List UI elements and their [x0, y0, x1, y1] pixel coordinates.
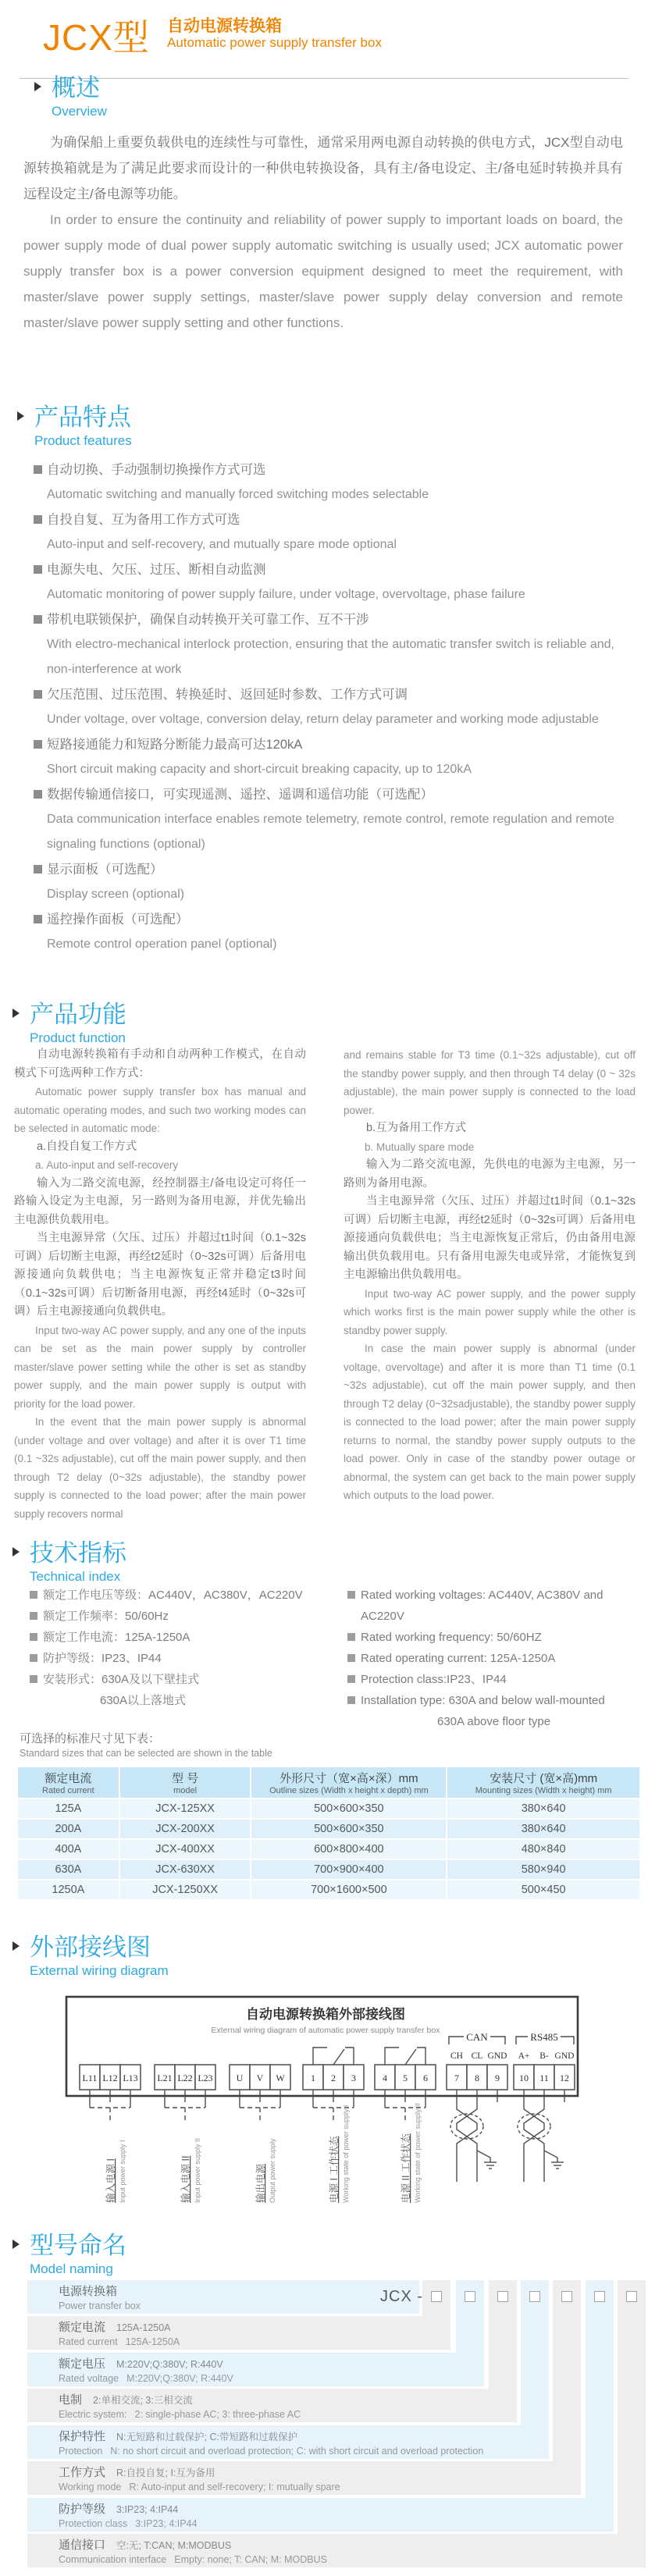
- overview-body: [23, 130, 623, 336]
- feature-zh: 显示面板（可选配）: [34, 857, 614, 882]
- function-paragraph: In case the main power supply is abnormal (under voltage, overvoltage) and after it is more than T1 time (0.1 ~32s adjustable), cut off the main power supply, and then through T2 delay (0~32sadjustable), the standby power supply is connected to the load power; after the main power supply returns to normal, the standby power supply outputs to the load power. Only in case of the standby power outage or abnormal, the system can get back to the main power supply which outputs to the load power.: [344, 1343, 636, 1501]
- technical-list-en: [347, 1585, 640, 1732]
- pin-label: B-: [539, 2051, 549, 2061]
- table-header: [447, 1767, 639, 1798]
- feature-item: [34, 557, 614, 607]
- function-paragraph: 自动电源转换箱有手动和自动两种工作模式，在自动模式下可选两种工作方式：: [14, 1048, 306, 1080]
- naming-label-en: Communication interface: [59, 2554, 167, 2565]
- feature-zh: 自投自复、互为备用工作方式可选: [34, 507, 614, 532]
- model-code-box: [497, 2291, 508, 2302]
- naming-label-zh: 电制: [59, 2393, 83, 2407]
- function-right-column: [344, 1046, 636, 1523]
- function-paragraph: and remains stable for T3 time (0.1~32s adjustable), cut off the standby power supply, and then through T4 delay (0 ~ 32s adjustable), the main power supply is connected to the load power.: [344, 1049, 636, 1116]
- cell: JCX-1250XX: [120, 1880, 251, 1899]
- naming-label-zh: 通信接口: [59, 2539, 106, 2552]
- terminal-label: 3: [351, 2073, 356, 2083]
- naming-row: [27, 2316, 450, 2350]
- feature-item: [34, 457, 614, 507]
- function-paragraph: a. Auto-input and self-recovery: [35, 1159, 179, 1171]
- terminal-label: 6: [423, 2073, 428, 2083]
- triangle-icon: [12, 1009, 20, 1018]
- feature-item: [34, 907, 614, 957]
- table-header-row: [18, 1767, 639, 1798]
- feature-zh: 欠压范围、过压范围、转换延时、返回延时参数、工作方式可调: [34, 682, 614, 707]
- naming-spec-zh: M:220V;Q:380V; R:440V: [116, 2359, 223, 2370]
- group-label-en: Output power supply: [269, 2138, 276, 2203]
- naming-row: [27, 2425, 549, 2459]
- terminal-label: L23: [198, 2073, 213, 2083]
- feature-zh: 数据传输通信接口，可实现遥测、遥控、遥调和遥信功能（可选配）: [34, 782, 614, 807]
- header-en: Rated current: [42, 1786, 94, 1795]
- wiring-diagram: [55, 1991, 586, 2217]
- header-divider: [20, 78, 628, 79]
- feature-item: [34, 857, 614, 907]
- naming-spec-en: 2: single-phase AC; 3: three-phase AC: [134, 2409, 301, 2420]
- group-label-en: Input power supply I: [119, 2140, 126, 2203]
- feature-list: [34, 457, 614, 957]
- naming-label-en: Electric system:: [59, 2409, 127, 2420]
- pin-label: CH: [450, 2051, 463, 2061]
- function-paragraph: 输入为二路交流电源，经控制器主/备电设定可将任一路输入设定为主电源，另一路则为备用电源，并优先输出主电源供负载用电。: [14, 1176, 306, 1226]
- terminal-label: 8: [475, 2073, 479, 2083]
- feature-item: [34, 507, 614, 557]
- table-row: [18, 1860, 639, 1879]
- section-wiring-header: [12, 1934, 169, 1979]
- naming-spec-en: 3:IP23; 4:IP44: [135, 2518, 198, 2529]
- section-title-zh: 产品特点: [34, 404, 131, 431]
- naming-label-zh: 额定电流: [59, 2321, 106, 2334]
- technical-item: Installation type: 630A and below wall-mounted: [347, 1690, 640, 1711]
- terminal-label: 5: [403, 2073, 408, 2083]
- technical-item: 防护等级：IP23、IP44: [30, 1648, 326, 1669]
- cell: 700×900×400: [251, 1860, 446, 1879]
- feature-en: With electro-mechanical interlock protection, ensuring that the automatic transfer switch is reliable and, non-interference at work: [47, 638, 614, 676]
- naming-spec-en: Empty: none; T: CAN; M: MODBUS: [174, 2554, 327, 2565]
- function-columns: [14, 1046, 636, 1523]
- table-intro-en: Standard sizes that can be selected are shown in the table: [20, 1748, 272, 1759]
- naming-spec-zh: 2:单相交流; 3:三相交流: [93, 2395, 193, 2406]
- cell: 1250A: [18, 1880, 119, 1899]
- triangle-icon: [12, 1547, 20, 1557]
- section-title-zh: 产品功能: [30, 1001, 126, 1028]
- cell: 380×640: [447, 1820, 639, 1838]
- cell: 480×840: [447, 1840, 639, 1859]
- terminal-label: 2: [331, 2073, 336, 2083]
- feature-item: [34, 682, 614, 732]
- table-header: [251, 1767, 446, 1798]
- technical-item: Rated working frequency: 50/60HZ: [347, 1627, 640, 1648]
- naming-row: [27, 2461, 581, 2495]
- technical-list-zh: [30, 1585, 326, 1711]
- pin-label: CL: [471, 2051, 483, 2061]
- model-code-box: [561, 2291, 572, 2302]
- feature-en: Short circuit making capacity and short-circuit breaking capacity, up to 120kA: [47, 763, 472, 776]
- terminal-label: U: [236, 2073, 244, 2083]
- model-naming-ladder: [27, 2280, 646, 2571]
- technical-item: Rated working voltages: AC440V, AC380V and AC220V: [347, 1585, 640, 1627]
- group-label-zh: 电源 II 工作状态: [401, 2133, 411, 2203]
- function-paragraph: 当主电源异常（欠压、过压）并超过t1时间（0.1~32s可调）后切断主电源，再经t2延时（0~32s可调）后备用电源接通向负载供电；当主电源恢复正常后，仍由备用电源输出供负载用电。只有备用电源失电或异常，才能恢复到主电源输出供负载用电。: [344, 1195, 636, 1281]
- section-title-zh: 外部接线图: [30, 1934, 151, 1961]
- header-zh: 安装尺寸 (宽×高)mm: [490, 1772, 598, 1785]
- cell: JCX-125XX: [120, 1799, 251, 1818]
- table-row: [18, 1880, 639, 1899]
- feature-en: Under voltage, over voltage, conversion delay, return delay parameter and working mode adjustable: [47, 713, 599, 726]
- diagram-title-zh: 自动电源转换箱外部接线图: [246, 2007, 405, 2022]
- naming-spec-en: 125A-1250A: [125, 2336, 180, 2347]
- section-title-en: Technical index: [30, 1569, 121, 1585]
- naming-label-zh: 工作方式: [59, 2466, 106, 2479]
- triangle-icon: [34, 82, 41, 91]
- technical-item: 额定工作频率：50/60Hz: [30, 1606, 326, 1627]
- terminal-label: 9: [495, 2073, 500, 2083]
- model-prefix: JCX -: [380, 2288, 423, 2305]
- function-paragraph: Input two-way AC power supply, and the power supply which works first is the main power supply while the other is standby power supply.: [344, 1287, 636, 1336]
- function-paragraph: 当主电源异常（欠压、过压）并超过t1时间（0.1~32s可调）后切断主电源，再经t2延时（0~32s可调）后备用电源接通向负载供电；当主电源恢复正常并稳定t3时间（0.1~32s可调）后切断备用电源，再经t4延时（0~32s可调）后主电源接通向负载供电。: [14, 1232, 306, 1318]
- terminal-label: 10: [519, 2073, 529, 2083]
- naming-label-en: Power transfer box: [59, 2300, 141, 2311]
- terminal-label: L11: [82, 2073, 98, 2083]
- naming-spec-zh: 125A-1250A: [116, 2322, 171, 2333]
- header-zh: 外形尺寸（宽×高×深）mm: [279, 1772, 418, 1785]
- naming-label-zh: 额定电压: [59, 2357, 106, 2371]
- feature-zh: 电源失电、欠压、过压、断相自动监测: [34, 557, 614, 582]
- triangle-icon: [12, 1941, 20, 1951]
- model-code-box: [594, 2291, 605, 2302]
- function-paragraph: In the event that the main power supply is abnormal (under voltage and over voltage) and after it is over T1 time (0.1 ~32s adjustable), cut off the main power supply, and then through T2 delay (0~32s adjustable), the standby power supply is connected to the load power; after the main power supply recovers normal: [14, 1416, 306, 1520]
- naming-arm: [618, 2280, 646, 2541]
- section-title-zh: 型号命名: [30, 2232, 126, 2259]
- function-left-column: [14, 1046, 306, 1523]
- can-label: CAN: [466, 2031, 488, 2043]
- section-title-en: Model naming: [30, 2261, 113, 2277]
- function-paragraph: 输入为二路交流电源，先供电的电源为主电源，另一路则为备用电源。: [344, 1158, 636, 1190]
- brand-title-en: Automatic power supply transfer box: [167, 35, 382, 50]
- feature-en: Display screen (optional): [47, 888, 185, 901]
- brand-title-zh: 自动电源转换箱: [167, 17, 282, 35]
- cell: 580×940: [447, 1860, 639, 1879]
- terminal-label: W: [276, 2073, 285, 2083]
- section-technical-header: [12, 1540, 126, 1585]
- function-paragraph: Input two-way AC power supply, and any one of the inputs can be set as the main power supply by controller master/slave power setting while the other is set as standby power supply, and the main power supply is output with priority for the load power.: [14, 1324, 306, 1410]
- cell: JCX-400XX: [120, 1840, 251, 1859]
- naming-label-zh: 保护特性: [59, 2430, 106, 2443]
- cell: 500×450: [447, 1880, 639, 1899]
- naming-spec-en: M:220V;Q:380V; R:440V: [126, 2373, 233, 2384]
- naming-arm: [521, 2280, 549, 2432]
- model-code-box: [626, 2291, 637, 2302]
- table-intro-zh: 可选择的标准尺寸见下表：: [20, 1732, 161, 1745]
- technical-item: Protection class:IP23、IP44: [347, 1669, 640, 1690]
- function-paragraph: b.互为备用工作方式: [366, 1122, 467, 1134]
- feature-zh: 遥控操作面板（可选配）: [34, 907, 614, 932]
- feature-en: Automatic monitoring of power supply failure, under voltage, overvoltage, phase failure: [47, 588, 525, 601]
- technical-item-continued: 630A以上落地式: [100, 1694, 187, 1707]
- naming-row: [27, 2280, 419, 2314]
- feature-en: Remote control operation panel (optional): [47, 938, 277, 951]
- section-title-zh: 技术指标: [30, 1539, 126, 1567]
- feature-zh: 短路接通能力和短路分断能力最高可达120kA: [34, 732, 614, 757]
- feature-en: Data communication interface enables remote telemetry, remote control, remote regulation and remote signaling functions (optional): [47, 813, 614, 851]
- feature-en: Automatic switching and manually forced switching modes selectable: [47, 488, 429, 501]
- naming-arm: [553, 2280, 581, 2468]
- cell: 600×800×400: [251, 1840, 446, 1859]
- section-title-zh: 概述: [52, 74, 100, 101]
- table-row: [18, 1840, 639, 1859]
- terminal-label: L21: [157, 2073, 173, 2083]
- model-code-box: [529, 2291, 540, 2302]
- naming-label-zh: 电源转换箱: [59, 2285, 118, 2298]
- section-features-header: [17, 404, 132, 449]
- naming-row: [27, 2353, 484, 2386]
- cell: JCX-200XX: [120, 1820, 251, 1838]
- section-title-en: External wiring diagram: [30, 1963, 169, 1979]
- naming-spec-en: R: Auto-input and self-recovery; I: mutually spare: [129, 2482, 340, 2492]
- header-en: model: [173, 1786, 198, 1795]
- cell: 700×1600×500: [251, 1880, 446, 1899]
- feature-item: [34, 607, 614, 682]
- table-header: [18, 1767, 119, 1798]
- naming-spec-zh: 空:无; T:CAN; M:MODBUS: [116, 2540, 232, 2551]
- table-row: [18, 1799, 639, 1818]
- group-label-zh: 电源 I 工作状态: [329, 2136, 340, 2203]
- terminal-label: L12: [102, 2073, 118, 2083]
- group-label-en: Input power supply II: [194, 2137, 201, 2203]
- overview-paragraph-zh: 为确保船上重要负载供电的连续性与可靠性，通常采用两电源自动转换的供电方式，JCX型自动电源转换箱就是为了满足此要求而设计的一种供电转换设备，具有主/备电设定、主/备电延时转换并具有远程设定主/备电源等功能。: [23, 135, 623, 201]
- overview-paragraph-en: In order to ensure the continuity and reliability of power supply to important loads on board, the power supply mode of dual power supply automatic switching is usually used; JCX automatic power supply transfer box is a power conversion equipment designed to meet the requirement, with master/slave power supply settings, master/slave power supply delay conversion and remote master/slave power supply setting and other functions.: [23, 212, 623, 330]
- cell: 400A: [18, 1840, 119, 1859]
- feature-zh: 带机电联锁保护，确保自动转换开关可靠工作、互不干涉: [34, 607, 614, 632]
- naming-row: [27, 2498, 614, 2532]
- technical-item: 安装形式：630A及以下壁挂式: [30, 1669, 326, 1690]
- pin-label: GND: [554, 2051, 575, 2061]
- feature-en: Auto-input and self-recovery, and mutually spare mode optional: [47, 538, 397, 551]
- section-overview-header: [34, 75, 107, 119]
- naming-arm: [586, 2280, 614, 2504]
- pin-label: GND: [487, 2051, 507, 2061]
- feature-item: [34, 782, 614, 857]
- header-en: Outline sizes (Width x height x depth) mm: [269, 1786, 429, 1795]
- terminal-label: L13: [123, 2073, 138, 2083]
- terminal-label: L22: [177, 2073, 193, 2083]
- naming-label-en: Rated current: [59, 2336, 118, 2347]
- naming-label-en: Rated voltage: [59, 2373, 119, 2384]
- naming-spec-zh: 3:IP23; 4:IP44: [116, 2504, 179, 2515]
- cell: 500×600×350: [251, 1799, 446, 1818]
- terminal-label: V: [256, 2073, 264, 2083]
- standard-sizes-table: [16, 1766, 641, 1901]
- naming-label-en: Working mode: [59, 2482, 122, 2492]
- feature-item: [34, 732, 614, 782]
- rs485-label: RS485: [530, 2031, 558, 2043]
- naming-row: [27, 2389, 517, 2422]
- naming-label-zh: 防护等级: [59, 2503, 106, 2516]
- section-title-en: Overview: [52, 104, 107, 119]
- function-paragraph: a.自投自复工作方式: [37, 1140, 137, 1153]
- triangle-icon: [17, 411, 24, 421]
- group-label-zh: 输入电源 I: [105, 2158, 116, 2203]
- pin-label: A+: [518, 2051, 530, 2061]
- terminal-label: 7: [454, 2073, 459, 2083]
- cell: 380×640: [447, 1799, 639, 1818]
- naming-spec-zh: N:无短路和过载保护; C:带短路和过载保护: [116, 2432, 297, 2443]
- group-label-en: Working state of power supply I: [342, 2105, 350, 2203]
- cell: 200A: [18, 1820, 119, 1838]
- section-naming-header: [12, 2233, 126, 2277]
- group-label-zh: 输出电源: [255, 2163, 266, 2203]
- header-zh: 额定电流: [45, 1772, 92, 1785]
- cell: 125A: [18, 1799, 119, 1818]
- terminal-label: 4: [383, 2073, 387, 2083]
- section-title-en: Product features: [34, 433, 132, 449]
- naming-spec-en: N: no short circuit and overload protection; C: with short circuit and overload protection: [110, 2446, 484, 2457]
- group-label-zh: 输入电源 II: [180, 2155, 191, 2203]
- naming-row: [27, 2534, 646, 2567]
- header-zh: 型 号: [172, 1772, 199, 1785]
- section-title-en: Product function: [30, 1030, 126, 1046]
- diagram-title-en: External wiring diagram of automatic power supply transfer box: [211, 2026, 440, 2035]
- header-en: Mounting sizes (Width x height) mm: [475, 1786, 612, 1795]
- cell: 630A: [18, 1860, 119, 1879]
- function-paragraph: b. Mutually spare mode: [365, 1140, 475, 1153]
- technical-item: Rated operating current: 125A-1250A: [347, 1648, 640, 1669]
- technical-item-continued: 630A above floor type: [437, 1715, 551, 1728]
- table-header: [120, 1767, 251, 1798]
- model-code-box: [431, 2291, 442, 2302]
- naming-spec-zh: R:自投自复; I:互为备用: [116, 2467, 215, 2478]
- naming-label-en: Protection class: [59, 2518, 128, 2529]
- terminal-label: 11: [539, 2073, 549, 2083]
- function-paragraph: Automatic power supply transfer box has manual and automatic operating modes, and such two working modes can be selected in automatic mode:: [14, 1086, 306, 1134]
- cell: JCX-630XX: [120, 1860, 251, 1879]
- section-function-header: [12, 1002, 126, 1046]
- cell: 500×600×350: [251, 1820, 446, 1838]
- brand-model: JCX型: [43, 17, 150, 58]
- feature-zh: 自动切换、手动强制切换操作方式可选: [34, 457, 614, 482]
- group-label-en: Working state of power supply II: [414, 2103, 422, 2203]
- terminal-label: 1: [311, 2073, 315, 2083]
- triangle-icon: [12, 2240, 20, 2249]
- terminal-label: 12: [560, 2073, 569, 2083]
- model-code-box: [465, 2291, 475, 2302]
- technical-item: 额定工作电压等级：AC440V，AC380V，AC220V: [30, 1585, 326, 1606]
- table-row: [18, 1820, 639, 1838]
- technical-item: 额定工作电流：125A-1250A: [30, 1627, 326, 1648]
- naming-label-en: Protection: [59, 2446, 103, 2457]
